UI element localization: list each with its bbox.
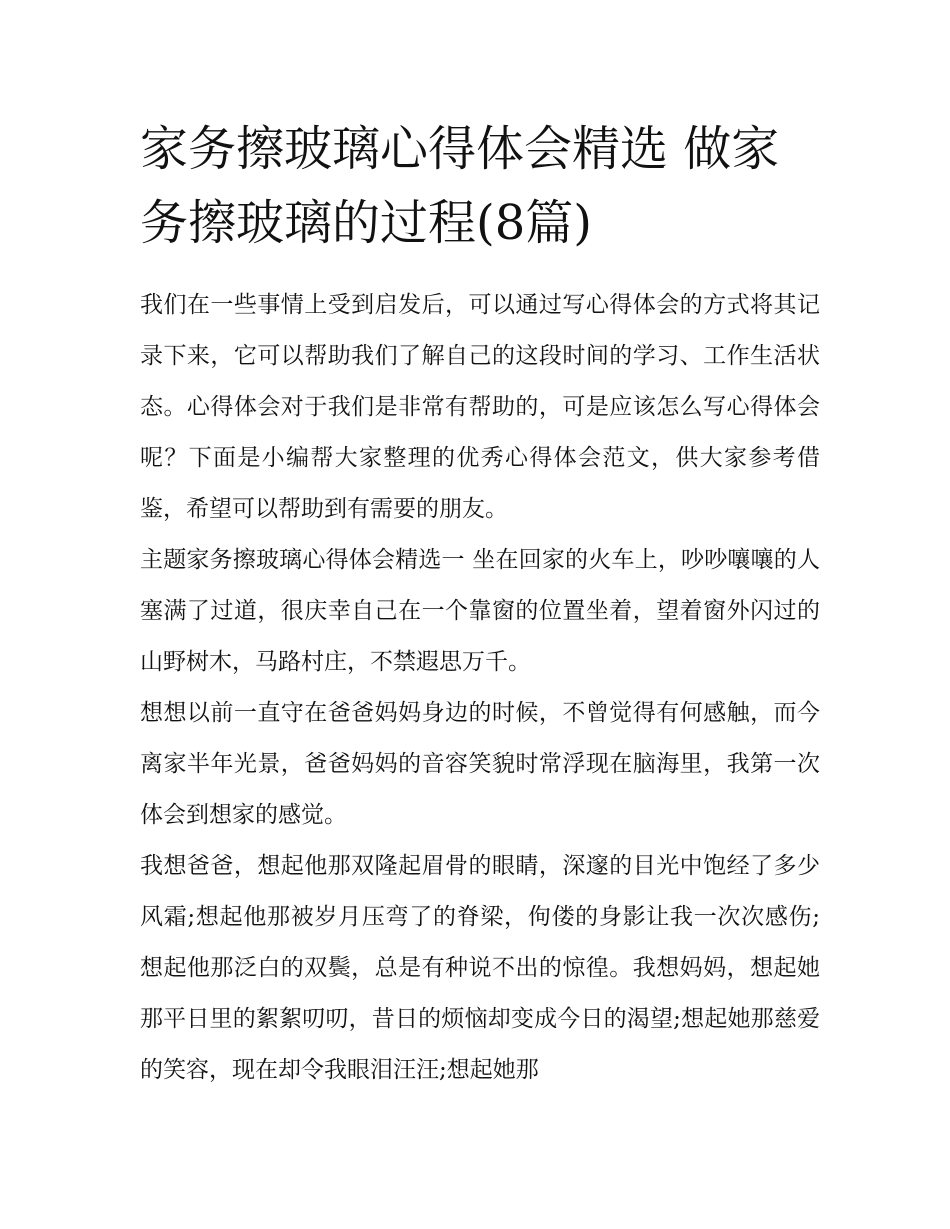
paragraph-topic-one: 主题家务擦玻璃心得体会精选一 坐在回家的火车上，吵吵嚷嚷的人塞满了过道，很庆幸自己在一个靠窗的位置坐着，望着窗外闪过的山野树木，马路村庄，不禁遐思万千。: [140, 547, 820, 675]
paragraph-intro: 我们在一些事情上受到启发后，可以通过写心得体会的方式将其记录下来，它可以帮助我们了解自己的这段时间的学习、工作生活状态。心得体会对于我们是非常有帮助的，可是应该怎么写心得体会呢？下面是小编帮大家整理的优秀心得体会范文，供大家参考借鉴，希望可以帮助到有需要的朋友。: [140, 292, 820, 522]
document-title: 家务擦玻璃心得体会精选 做家务擦玻璃的过程(8篇): [140, 121, 780, 251]
paragraph-parents: 我想爸爸，想起他那双隆起眉骨的眼睛，深邃的目光中饱经了多少风霜;想起他那被岁月压弯了的脊梁，佝偻的身影让我一次次感伤;想起他那泛白的双鬓，总是有种说不出的惊徨。我想妈妈，想起她那平日里的絮絮叨叨，昔日的烦恼却变成今日的渴望;想起她那慈爱的笑容，现在却令我眼泪汪汪;想起她那: [140, 853, 820, 1083]
paragraph-missing-home: 想想以前一直守在爸爸妈妈身边的时候，不曾觉得有何感触，而今离家半年光景，爸爸妈妈的音容笑貌时常浮现在脑海里，我第一次体会到想家的感觉。: [140, 700, 820, 828]
document-body: [140, 280, 820, 1096]
